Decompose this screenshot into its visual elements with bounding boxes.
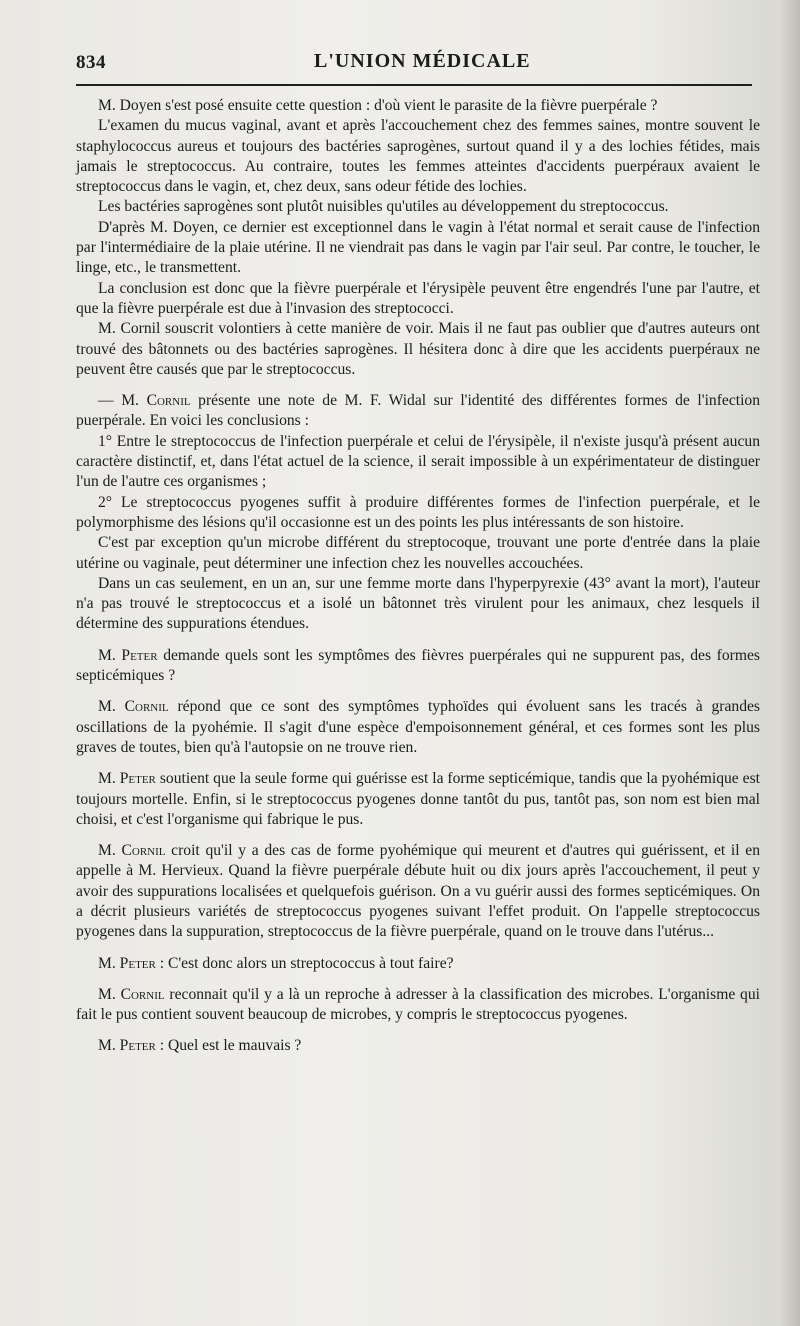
speaker-name: Cornil <box>121 842 166 860</box>
paragraph <box>76 985 760 1026</box>
paragraph-text: soutient que la seule forme qui guérisse est la forme septicémique, tandis que la pyohémique est toujours mortelle. Enfin, si le streptococcus pyogenes donne tantôt du pus, tantôt pas, son nom est bien mal choisi, et c'est l'organisme qui fabrique le pus. <box>76 770 760 828</box>
paragraph <box>76 319 760 380</box>
paragraph-text: La conclusion est donc que la fièvre puerpérale et l'érysipèle peuvent être engendrés l'une par l'autre, et que la fièvre puerpérale est due à l'invasion des streptococci. <box>76 279 760 317</box>
speaker-prefix: M. <box>98 698 125 716</box>
paragraph <box>76 116 760 197</box>
page-number: 834 <box>76 52 106 73</box>
paragraph <box>76 96 760 116</box>
paragraph-text: demande quels sont les symptômes des fièvres puerpérales qui ne suppurent pas, des formes septicémiques ? <box>76 646 760 685</box>
paragraph <box>76 1036 760 1056</box>
speaker-name: Peter <box>119 954 156 972</box>
speaker-name: Peter <box>121 646 158 664</box>
speaker-name: Peter <box>119 1037 156 1055</box>
paragraph <box>76 574 760 635</box>
paragraph <box>76 533 760 574</box>
paragraph <box>76 493 760 534</box>
paragraph <box>76 279 760 320</box>
speaker-prefix: M. <box>98 646 122 664</box>
speaker-prefix: M. <box>98 954 120 972</box>
speaker-prefix: M. <box>98 1037 120 1055</box>
paragraph-text: répond que ce sont des symptômes typhoïdes qui évoluent sans les tracés à grandes oscillations de la pyohémie. Il s'agit d'une espèce d'empoisonnement général, et ces formes sont les plus graves de toutes, bien qu'à l'autopsie on ne trouve rien. <box>76 698 760 756</box>
running-title: L'UNION MÉDICALE <box>314 50 531 72</box>
paragraph <box>76 432 760 493</box>
paragraph-text: Dans un cas seulement, en un an, sur une femme morte dans l'hyperpyrexie (43° avant la mort), l'auteur n'a pas trouvé le streptococcus et a isolé un bâtonnet très virulent pour les animaux, chez lesquels il détermine des suppurations étendues. <box>76 574 760 633</box>
speaker-prefix: M. <box>98 985 121 1003</box>
paragraph-text: M. Doyen s'est posé ensuite cette question : d'où vient le parasite de la fièvre puerpérale ? <box>98 97 658 114</box>
speaker-name: Peter <box>119 770 156 788</box>
speaker-name: Cornil <box>120 985 165 1003</box>
paragraph-text: croit qu'il y a des cas de forme pyohémique qui meurent et d'autres qui guérissent, et il en appelle à M. Hervieux. Quand la fièvre puerpérale débute huit ou dix jours après l'accouchement, il peut y avoir des suppurations localisées et quelquefois guérison. On a vu guérir aussi des formes septicémiques. On a décrit plusieurs variétés de streptococcus pyogenes suivant l'effet produit. On l'appelle streptococcus pyogenes dans la suppuration, streptococcus de la fièvre puerpérale, quand on le trouve dans l'utérus... <box>76 842 760 941</box>
paragraph <box>76 646 760 687</box>
paragraph-text: 2° Le streptococcus pyogenes suffit à produire différentes formes de l'infection puerpérale, et le polymorphisme des lésions qu'il occasionne est un des points les plus intéressants de son histoire. <box>76 493 760 531</box>
article-body <box>76 96 760 1057</box>
speaker-prefix: M. <box>98 842 122 860</box>
paragraph-text: : Quel est le mauvais ? <box>155 1037 302 1055</box>
paragraph <box>76 954 760 974</box>
paragraph <box>76 218 760 279</box>
paragraph <box>76 841 760 942</box>
paragraph-text: 1° Entre le streptococcus de l'infection puerpérale et celui de l'érysipèle, il n'existe jusqu'à présent aucun caractère distinctif, et, dans l'état actuel de la science, il serait impossible à un expérimentateur de distinguer l'un de l'autre ces organismes ; <box>76 432 760 491</box>
speaker-name: Cornil <box>146 392 191 410</box>
paragraph-text: M. Cornil souscrit volontiers à cette manière de voir. Mais il ne faut pas oublier que d'autres auteurs ont trouvé des bâtonnets ou des bactéries saprogènes. Il hésitera donc à dire que les accidents puerpéraux ne peuvent être causés que par le streptococcus. <box>76 320 760 378</box>
paragraph-text: D'après M. Doyen, ce dernier est exceptionnel dans le vagin à l'état normal et serait cause de l'infection par l'intermédiaire de la plaie utérine. Il ne viendrait pas dans le vagin par l'air seul. Par contre, le toucher, le linge, etc., le transmettent. <box>76 218 760 277</box>
paragraph-text: L'examen du mucus vaginal, avant et après l'accouchement chez des femmes saines, montre souvent le staphylococcus aureus et toujours des bactéries saprogènes, surtout quand il y a des lochies fétides, mais jamais le streptococcus. Au contraire, toutes les femmes atteintes d'accidents puerpéraux avaient le streptococcus dans le vagin, et, chez deux, sans odeur fétide des lochies. <box>76 117 760 196</box>
paragraph <box>76 697 760 758</box>
page-header <box>76 46 752 80</box>
page-edge-shadow <box>778 0 800 1326</box>
paragraph-text: présente une note de M. F. Widal sur l'identité des différentes formes de l'infection puerpérale. En voici les conclusions : <box>76 392 760 430</box>
speaker-name: Cornil <box>124 698 169 716</box>
paragraph-text: : C'est donc alors un streptococcus à tout faire? <box>155 954 454 972</box>
paragraph-text: C'est par exception qu'un microbe différent du streptocoque, trouvant une porte d'entrée dans la plaie utérine ou vaginale, peut déterminer une infection chez les nouvelles accouchées. <box>76 534 760 572</box>
paragraph <box>76 391 760 432</box>
paragraph <box>76 197 760 217</box>
paragraph <box>76 769 760 830</box>
speaker-prefix: — M. <box>98 392 147 410</box>
paragraph-text: reconnait qu'il y a là un reproche à adresser à la classification des microbes. L'organisme qui fait le pus contient souvent beaucoup de microbes, y compris le streptococcus pyogenes. <box>76 985 760 1024</box>
paragraph-text: Les bactéries saprogènes sont plutôt nuisibles qu'utiles au développement du streptococcus. <box>98 198 669 216</box>
header-rule <box>76 84 752 86</box>
speaker-prefix: M. <box>98 770 120 788</box>
